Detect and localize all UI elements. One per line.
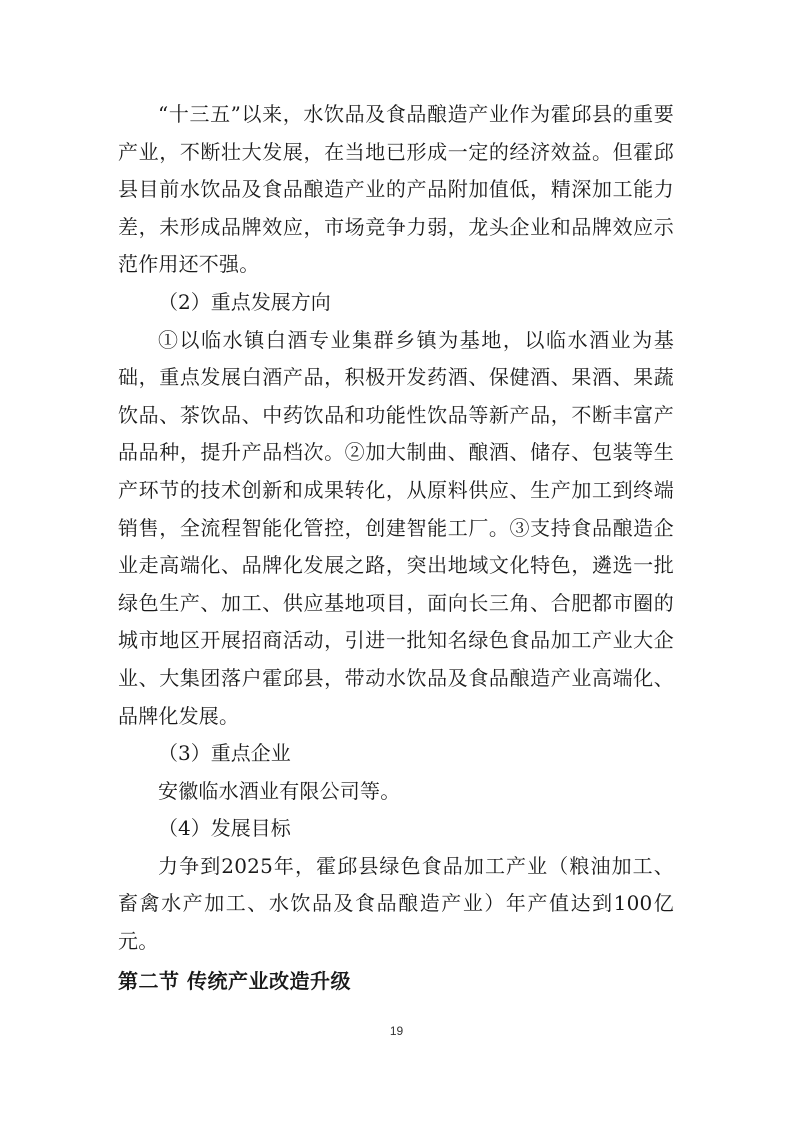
heading-key-directions: （2）重点发展方向 xyxy=(158,289,331,314)
paragraph-development-goals: 力争到2025年，霍邱县绿色食品加工产业（粮油加工、畜禽水产加工、水饮品及食品酿造产业）年产值达到100亿元。 xyxy=(118,853,674,954)
page-number: 19 xyxy=(389,1024,404,1038)
heading-development-goals: （4）发展目标 xyxy=(158,816,291,841)
section-title-traditional-upgrade: 第二节 传统产业改造升级 xyxy=(118,968,351,993)
page-body xyxy=(118,96,674,1000)
paragraph-industry-status: “十三五”以来，水饮品及食品酿造产业作为霍邱县的重要产业，不断壮大发展，在当地已形成一定的经济效益。但霍邱县目前水饮品及食品酿造产业的产品附加值低，精深加工能力差，未形成品牌效应，市场竞争力弱，龙头企业和品牌效应示范作用还不强。 xyxy=(118,102,674,277)
heading-key-enterprises: （3）重点企业 xyxy=(158,741,291,766)
paragraph-key-directions: ①以临水镇白酒专业集群乡镇为基地，以临水酒业为基础，重点发展白酒产品，积极开发药酒、保健酒、果酒、果蔬饮品、茶饮品、中药饮品和功能性饮品等新产品，不断丰富产品品种，提升产品档次。②加大制曲、酿酒、储存、包装等生产环节的技术创新和成果转化，从原料供应、生产加工到终端销售，全流程智能化管控，创建智能工厂。③支持食品酿造企业走高端化、品牌化发展之路，突出地域文化特色，遴选一批绿色生产、加工、供应基地项目，面向长三角、合肥都市圈的城市地区开展招商活动，引进一批知名绿色食品加工产业大企业、大集团落户霍邱县，带动水饮品及食品酿造产业高端化、品牌化发展。 xyxy=(118,327,674,728)
paragraph-key-enterprises: 安徽临水酒业有限公司等。 xyxy=(158,778,401,803)
